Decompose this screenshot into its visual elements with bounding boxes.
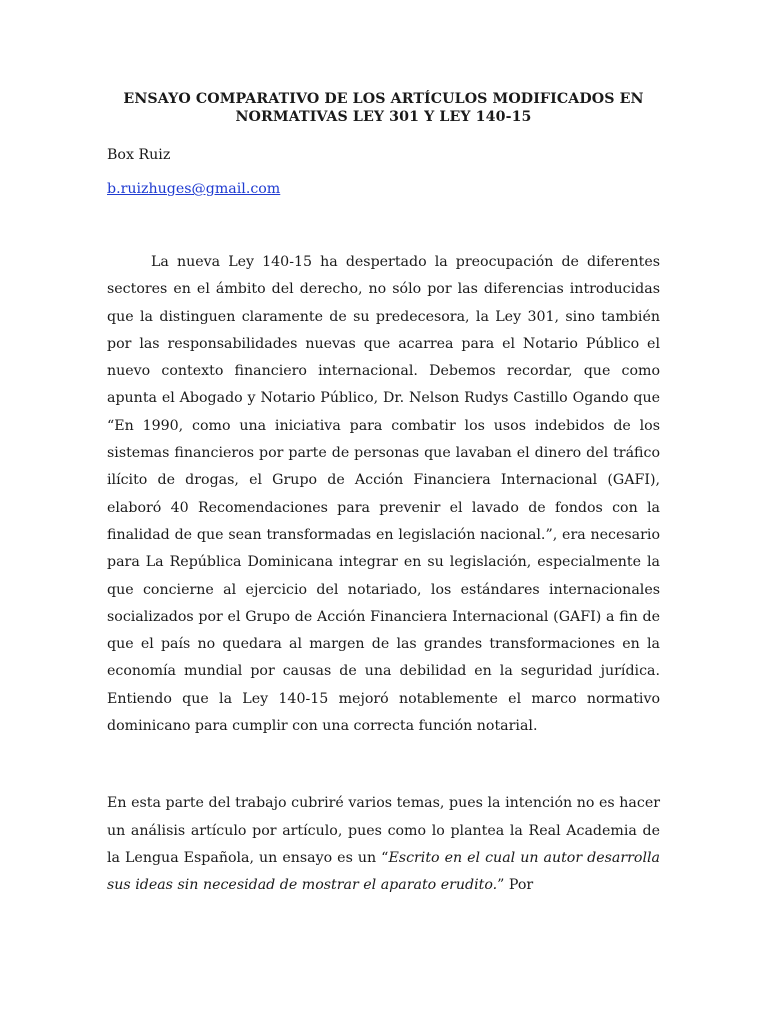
paragraph-2-quote: Escrito en el cual un autor desarrolla sus ideas sin necesidad de mostrar el aparato erudito. <box>107 849 660 894</box>
title-line-2: NORMATIVAS LEY 301 Y LEY 140-15 <box>235 109 532 125</box>
document-title <box>107 90 660 126</box>
author-email-link[interactable]: b.ruizhuges@gmail.com <box>107 181 281 197</box>
paragraph-2-tail: ” Por <box>497 877 534 894</box>
paragraph-2 <box>107 790 660 899</box>
paragraph-1: La nueva Ley 140-15 ha despertado la preocupación de diferentes sectores en el ámbito del derecho, no sólo por las diferencias introducidas que la distinguen claramente de su predecesora, la Ley 301, sino también por las responsabilidades nuevas que acarrea para el Notario Público el nuevo contexto financiero internacional. Debemos recordar, que como apunta el Abogado y Notario Público, Dr. Nelson Rudys Castillo Ogando que “En 1990, como una iniciativa para combatir los usos indebidos de los sistemas financieros por parte de personas que lavaban el dinero del tráfico ilícito de drogas, el Grupo de Acción Financiera Internacional (GAFI), elaboró 40 Recomendaciones para prevenir el lavado de fondos con la finalidad de que sean transformadas en legislación nacional.”, era necesario para La República Dominicana integrar en su legislación, especialmente la que concierne al ejercicio del notariado, los estándares internacionales socializados por el Grupo de Acción Financiera Internacional (GAFI) a fin de que el país no quedara al margen de las grandes transformaciones en la economía mundial por causas de una debilidad en la seguridad jurídica. Entiendo que la Ley 140-15 mejoró notablemente el marco normativo dominicano para cumplir con una correcta función notarial. <box>107 254 660 735</box>
author-name: Box Ruiz <box>107 147 171 163</box>
paragraph-2-text: En esta parte del trabajo cubriré varios temas, pues la intención no es hacer un análisis artículo por artículo, pues como lo plantea la Real Academia de la Lengua Española, un ensayo es un “ <box>107 795 660 866</box>
document-page <box>107 90 660 900</box>
title-line-1: ENSAYO COMPARATIVO DE LOS ARTÍCULOS MODIFICADOS EN <box>123 91 644 107</box>
